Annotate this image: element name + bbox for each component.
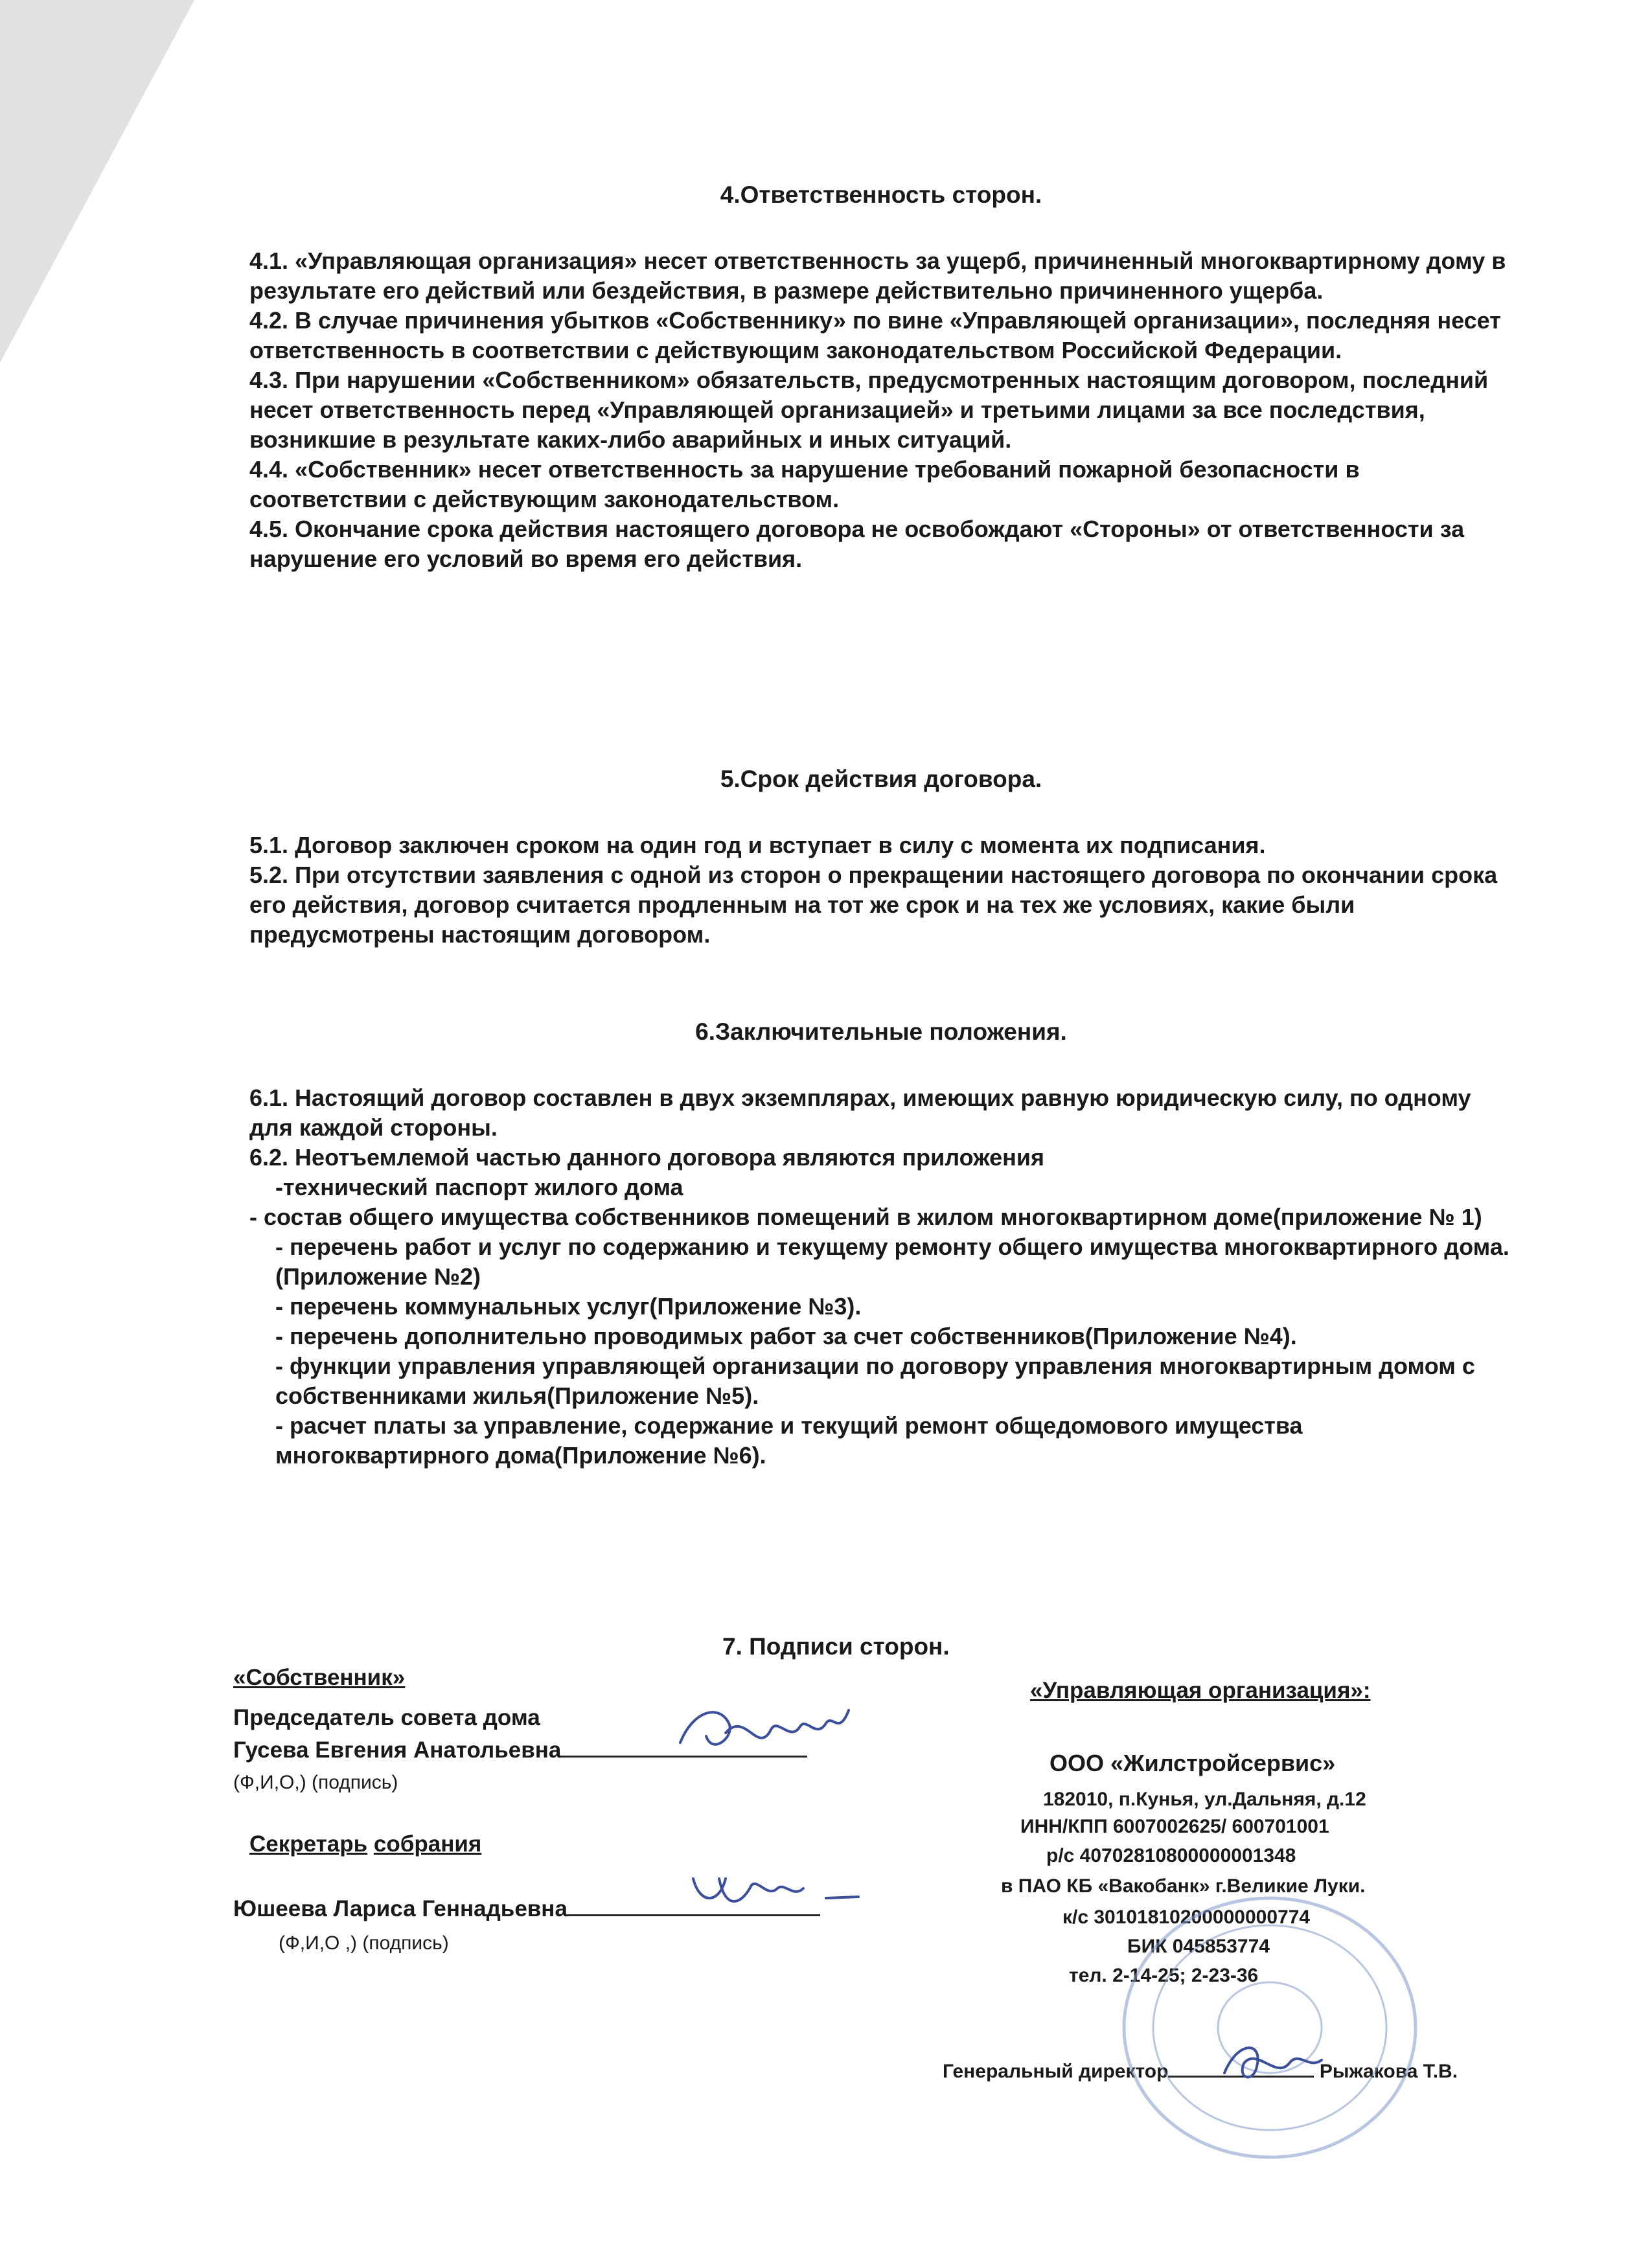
chair-signature (667, 1697, 862, 1769)
meeting-word: собрания (373, 1831, 482, 1857)
secretary-signature (680, 1859, 875, 1918)
appendix-item: - функции управления управляющей организации по договору управления многоквартирным домом с собственниками жилья(Приложение №5). (275, 1353, 1475, 1409)
secretary-caption: (Ф,И,О ,) (подпись) (279, 1932, 449, 1954)
clause-4-1: 4.1. «Управляющая организация» несет ответственность за ущерб, причиненный многоквартирному дому в результате его действий или бездействия, в размере действительно причиненного ущерба. (249, 247, 1506, 304)
clause-6-1: 6.1. Настоящий договор составлен в двух экземплярах, имеющих равную юридическую силу, по одному для каждой стороны. (249, 1084, 1471, 1141)
clause-4-5: 4.5. Окончание срока действия настоящего договора не освобождают «Стороны» от ответственности за нарушение его условий во время его действия. (249, 516, 1465, 572)
appendix-item: - перечень работ и услуг по содержанию и текущему ремонту общего имущества многоквартирного дома.(Приложение №2) (275, 1233, 1509, 1290)
org-corr-account: к/с 30101810200000000774 (1062, 1907, 1311, 1928)
appendix-item: - состав общего имущества собственников помещений в жилом многоквартирном доме(приложение № 1) (249, 1204, 1482, 1230)
clause-5-2: 5.2. При отсутствии заявления с одной из сторон о прекращении настоящего договора по окончании срока его действия, договор считается продленным на тот же срок и на тех же условиях, какие были предусмотрены настоящим договором. (249, 862, 1498, 948)
clause-5-1: 5.1. Договор заключен сроком на один год и вступает в силу с момента их подписания. (249, 832, 1266, 858)
org-bank: в ПАО КБ «Вакобанк» г.Великие Луки. (1001, 1875, 1366, 1897)
org-address: 182010, п.Кунья, ул.Дальняя, д.12 (1043, 1789, 1366, 1810)
owner-label: «Собственник» (233, 1665, 406, 1690)
section-4-title: 4.Ответственность сторон. (720, 181, 1042, 208)
section-7-title: 7. Подписи сторон. (722, 1633, 950, 1660)
director-title: Генеральный директор (943, 2061, 1169, 2082)
section-6-title: 6.Заключительные положения. (695, 1018, 1067, 1045)
section-5 (249, 764, 1513, 950)
appendix-item: - перечень дополнительно проводимых работ за счет собственников(Приложение №4). (275, 1323, 1297, 1349)
clause-4-3: 4.3. При нарушении «Собственником» обязательств, предусмотренных настоящим договором, последний несет ответственность перед «Управляющей организацией» и третьими лицами за все последствия, возникшие в результате каких-либо аварийных и иных ситуаций. (249, 367, 1489, 453)
chair-name-text: Гусева Евгения Анатольевна (233, 1737, 562, 1763)
section-6 (249, 1017, 1513, 1471)
appendix-item: - расчет платы за управление, содержание и текущий ремонт общедомового имущества многоквартирного дома(Приложение №6). (275, 1412, 1303, 1469)
appendix-item: - перечень коммунальных услуг(Приложение №3). (275, 1293, 862, 1320)
section-4 (249, 180, 1513, 574)
secretary-name-text: Юшеева Лариса Геннадьевна (233, 1896, 568, 1921)
clause-4-2: 4.2. В случае причинения убытков «Собственнику» по вине «Управляющей организации», последняя несет ответственность в соответствии с действующим законодательством Российской Федерации. (249, 307, 1501, 363)
chair-caption: (Ф,И,О,) (подпись) (233, 1772, 398, 1793)
scan-shadow (0, 0, 194, 363)
secretary-label (249, 1830, 481, 1859)
org-phone: тел. 2-14-25; 2-23-36 (1069, 1965, 1259, 1986)
org-account: р/с 40702810800000001348 (1046, 1845, 1296, 1866)
section-5-title: 5.Срок действия договора. (720, 766, 1042, 792)
org-inn: ИНН/КПП 6007002625/ 600701001 (1020, 1816, 1329, 1837)
org-label: «Управляющая организация»: (1030, 1678, 1371, 1703)
appendix-item: -технический паспорт жилого дома (275, 1174, 683, 1200)
secretary-word: Секретарь (249, 1831, 368, 1857)
organization-stamp (1114, 1892, 1425, 2164)
clause-4-4: 4.4. «Собственник» несет ответственность за нарушение требований пожарной безопасности в соответствии с действующим законодательством. (249, 456, 1360, 512)
org-name: ООО «Жилстройсервис» (1050, 1750, 1336, 1776)
chair-role: Председатель совета дома (233, 1705, 540, 1730)
org-bik: БИК 045853774 (1127, 1936, 1270, 1957)
director-signature (1218, 2034, 1335, 2092)
director-name: Рыжакова Т.В. (1319, 2061, 1458, 2082)
clause-6-2: 6.2. Неотъемлемой частью данного договора являются приложения (249, 1144, 1045, 1171)
